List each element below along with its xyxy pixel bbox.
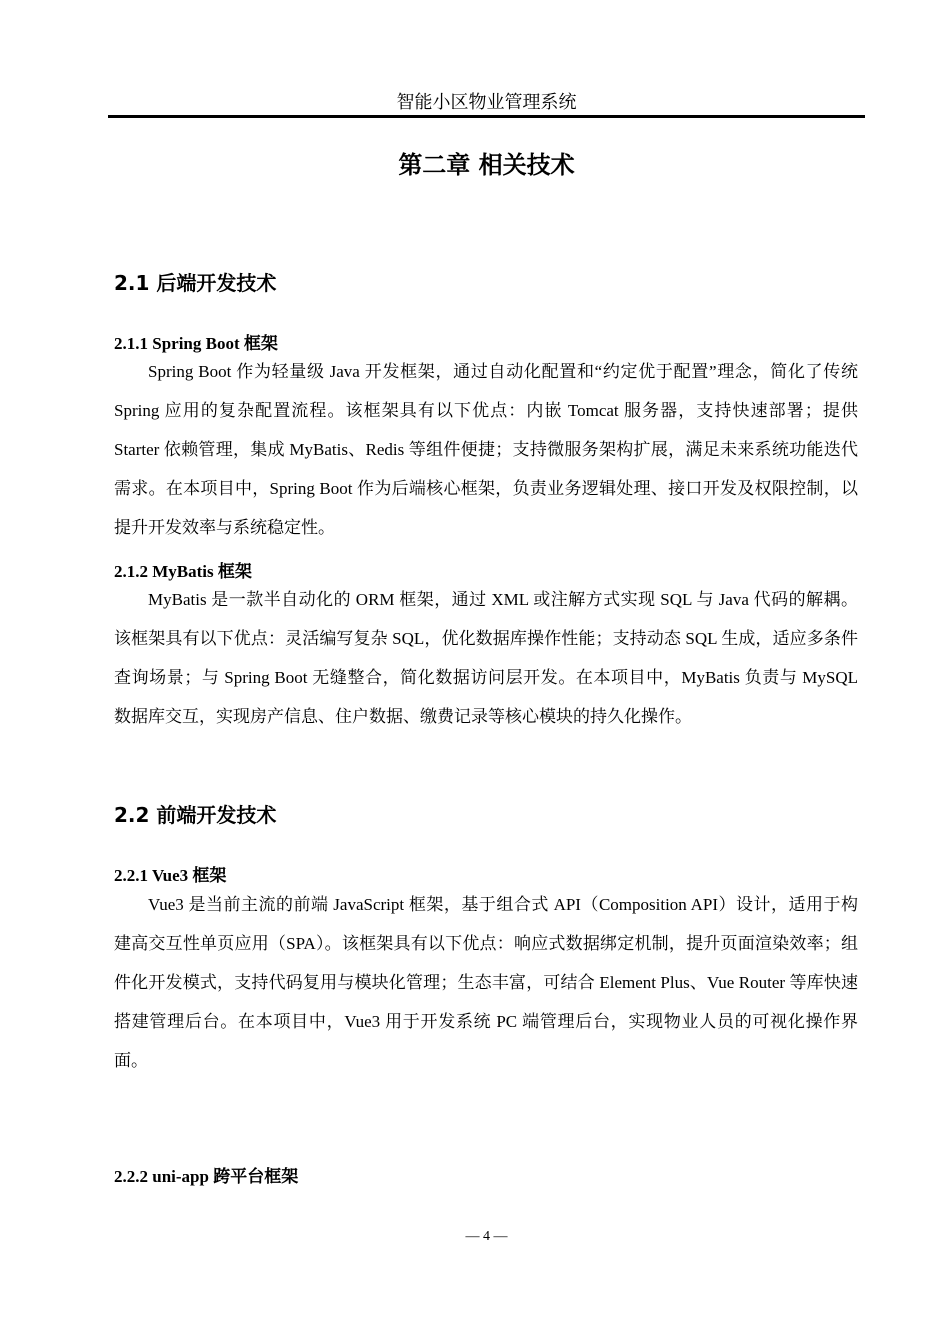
paragraph-spring-boot: Spring Boot 作为轻量级 Java 开发框架，通过自动化配置和“约定优于配置”理念，简化了传统 Spring 应用的复杂配置流程。该框架具有以下优点：内嵌 Tomcat 服务器，支持快速部署；提供 Starter 依赖管理，集成 MyBatis、Redis 等组件便捷；支持微服务架构扩展，满足未来系统功能迭代需求。在本项目中，Spring Boot 作为后端核心框架，负责业务逻辑处理、接口开发及权限控制，以提升开发效率与系统稳定性。 [114, 362, 858, 537]
section-heading-2-1: 2.1 后端开发技术 [114, 271, 277, 295]
header-divider [108, 115, 865, 118]
subsection-heading-2-1-1: 2.1.1 Spring Boot 框架 [114, 334, 278, 353]
subsection-heading-2-1-2: 2.1.2 MyBatis 框架 [114, 562, 252, 581]
chapter-title: 第二章 相关技术 [398, 151, 575, 179]
subsection-heading-2-2-2: 2.2.2 uni-app 跨平台框架 [114, 1167, 299, 1186]
subsection-heading-2-2-1: 2.2.1 Vue3 框架 [114, 866, 227, 885]
page-number: — 4 — [465, 1229, 508, 1244]
section-heading-2-2: 2.2 前端开发技术 [114, 803, 277, 827]
page-header-title: 智能小区物业管理系统 [396, 92, 577, 113]
paragraph-mybatis: MyBatis 是一款半自动化的 ORM 框架，通过 XML 或注解方式实现 SQL 与 Java 代码的解耦。该框架具有以下优点：灵活编写复杂 SQL，优化数据库操作性能；支持动态 SQL 生成，适应多条件查询场景；与 Spring Boot 无缝整合，简化数据访问层开发。在本项目中，MyBatis 负责与 MySQL 数据库交互，实现房产信息、住户数据、缴费记录等核心模块的持久化操作。 [114, 590, 858, 726]
paragraph-vue3: Vue3 是当前主流的前端 JavaScript 框架，基于组合式 API（Composition API）设计，适用于构建高交互性单页应用（SPA）。该框架具有以下优点：响应式数据绑定机制，提升页面渲染效率；组件化开发模式，支持代码复用与模块化管理；生态丰富，可结合 Element Plus、Vue Router 等库快速搭建管理后台。在本项目中，Vue3 用于开发系统 PC 端管理后台，实现物业人员的可视化操作界面。 [114, 895, 858, 1070]
